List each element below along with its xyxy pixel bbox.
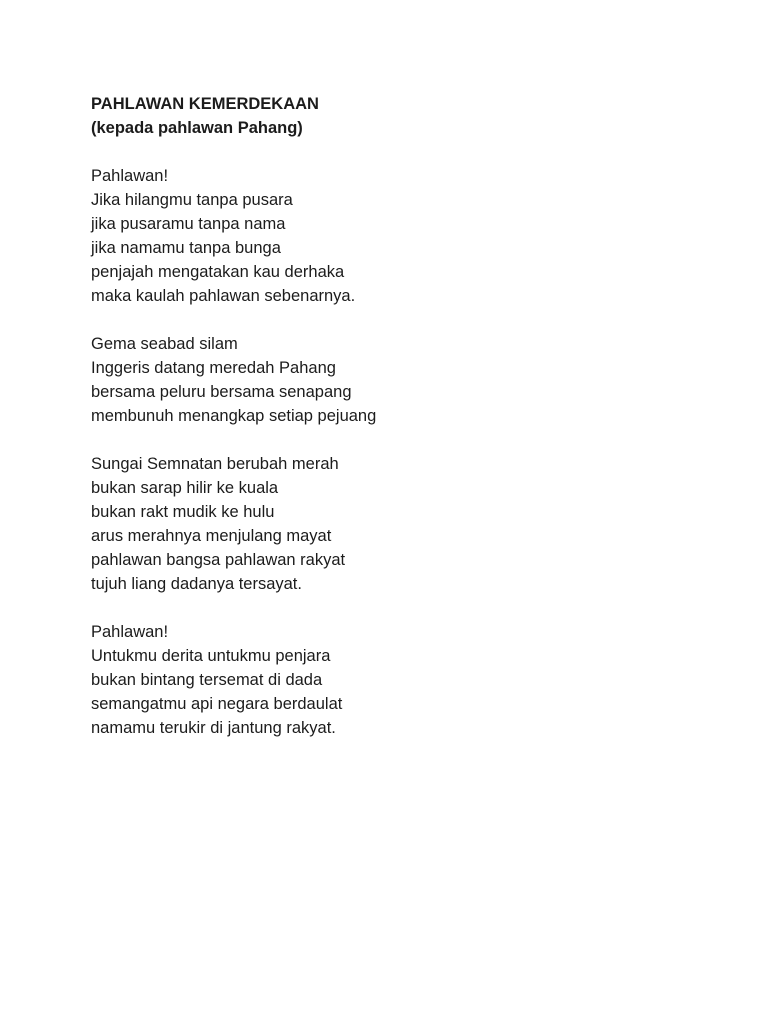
poem-line: bukan sarap hilir ke kuala (91, 479, 279, 497)
poem (91, 92, 731, 740)
poem-line: tujuh liang dadanya tersayat. (91, 575, 302, 593)
poem-line: pahlawan bangsa pahlawan rakyat (91, 551, 346, 569)
poem-heading (91, 92, 731, 140)
poem-line: bukan bintang tersemat di dada (91, 671, 323, 689)
poem-line: bersama peluru bersama senapang (91, 383, 352, 401)
poem-line: Pahlawan! (91, 167, 169, 185)
poem-line: Gema seabad silam (91, 335, 238, 353)
stanza-3 (91, 452, 731, 596)
stanza-4 (91, 620, 731, 740)
poem-line: Pahlawan! (91, 623, 169, 641)
poem-line: semangatmu api negara berdaulat (91, 695, 343, 713)
stanza-2 (91, 332, 731, 428)
poem-line: Jika hilangmu tanpa pusara (91, 191, 293, 209)
poem-line: Untukmu derita untukmu penjara (91, 647, 331, 665)
poem-subtitle: (kepada pahlawan Pahang) (91, 119, 303, 137)
stanza-1 (91, 164, 731, 308)
poem-line: arus merahnya menjulang mayat (91, 527, 332, 545)
poem-line: penjajah mengatakan kau derhaka (91, 263, 345, 281)
poem-line: Sungai Semnatan berubah merah (91, 455, 339, 473)
poem-line: namamu terukir di jantung rakyat. (91, 719, 336, 737)
poem-line: Inggeris datang meredah Pahang (91, 359, 336, 377)
poem-title: PAHLAWAN KEMERDEKAAN (91, 95, 319, 113)
poem-line: membunuh menangkap setiap pejuang (91, 407, 377, 425)
poem-line: jika namamu tanpa bunga (91, 239, 281, 257)
poem-line: bukan rakt mudik ke hulu (91, 503, 275, 521)
poem-line: maka kaulah pahlawan sebenarnya. (91, 287, 356, 305)
poem-line: jika pusaramu tanpa nama (91, 215, 286, 233)
